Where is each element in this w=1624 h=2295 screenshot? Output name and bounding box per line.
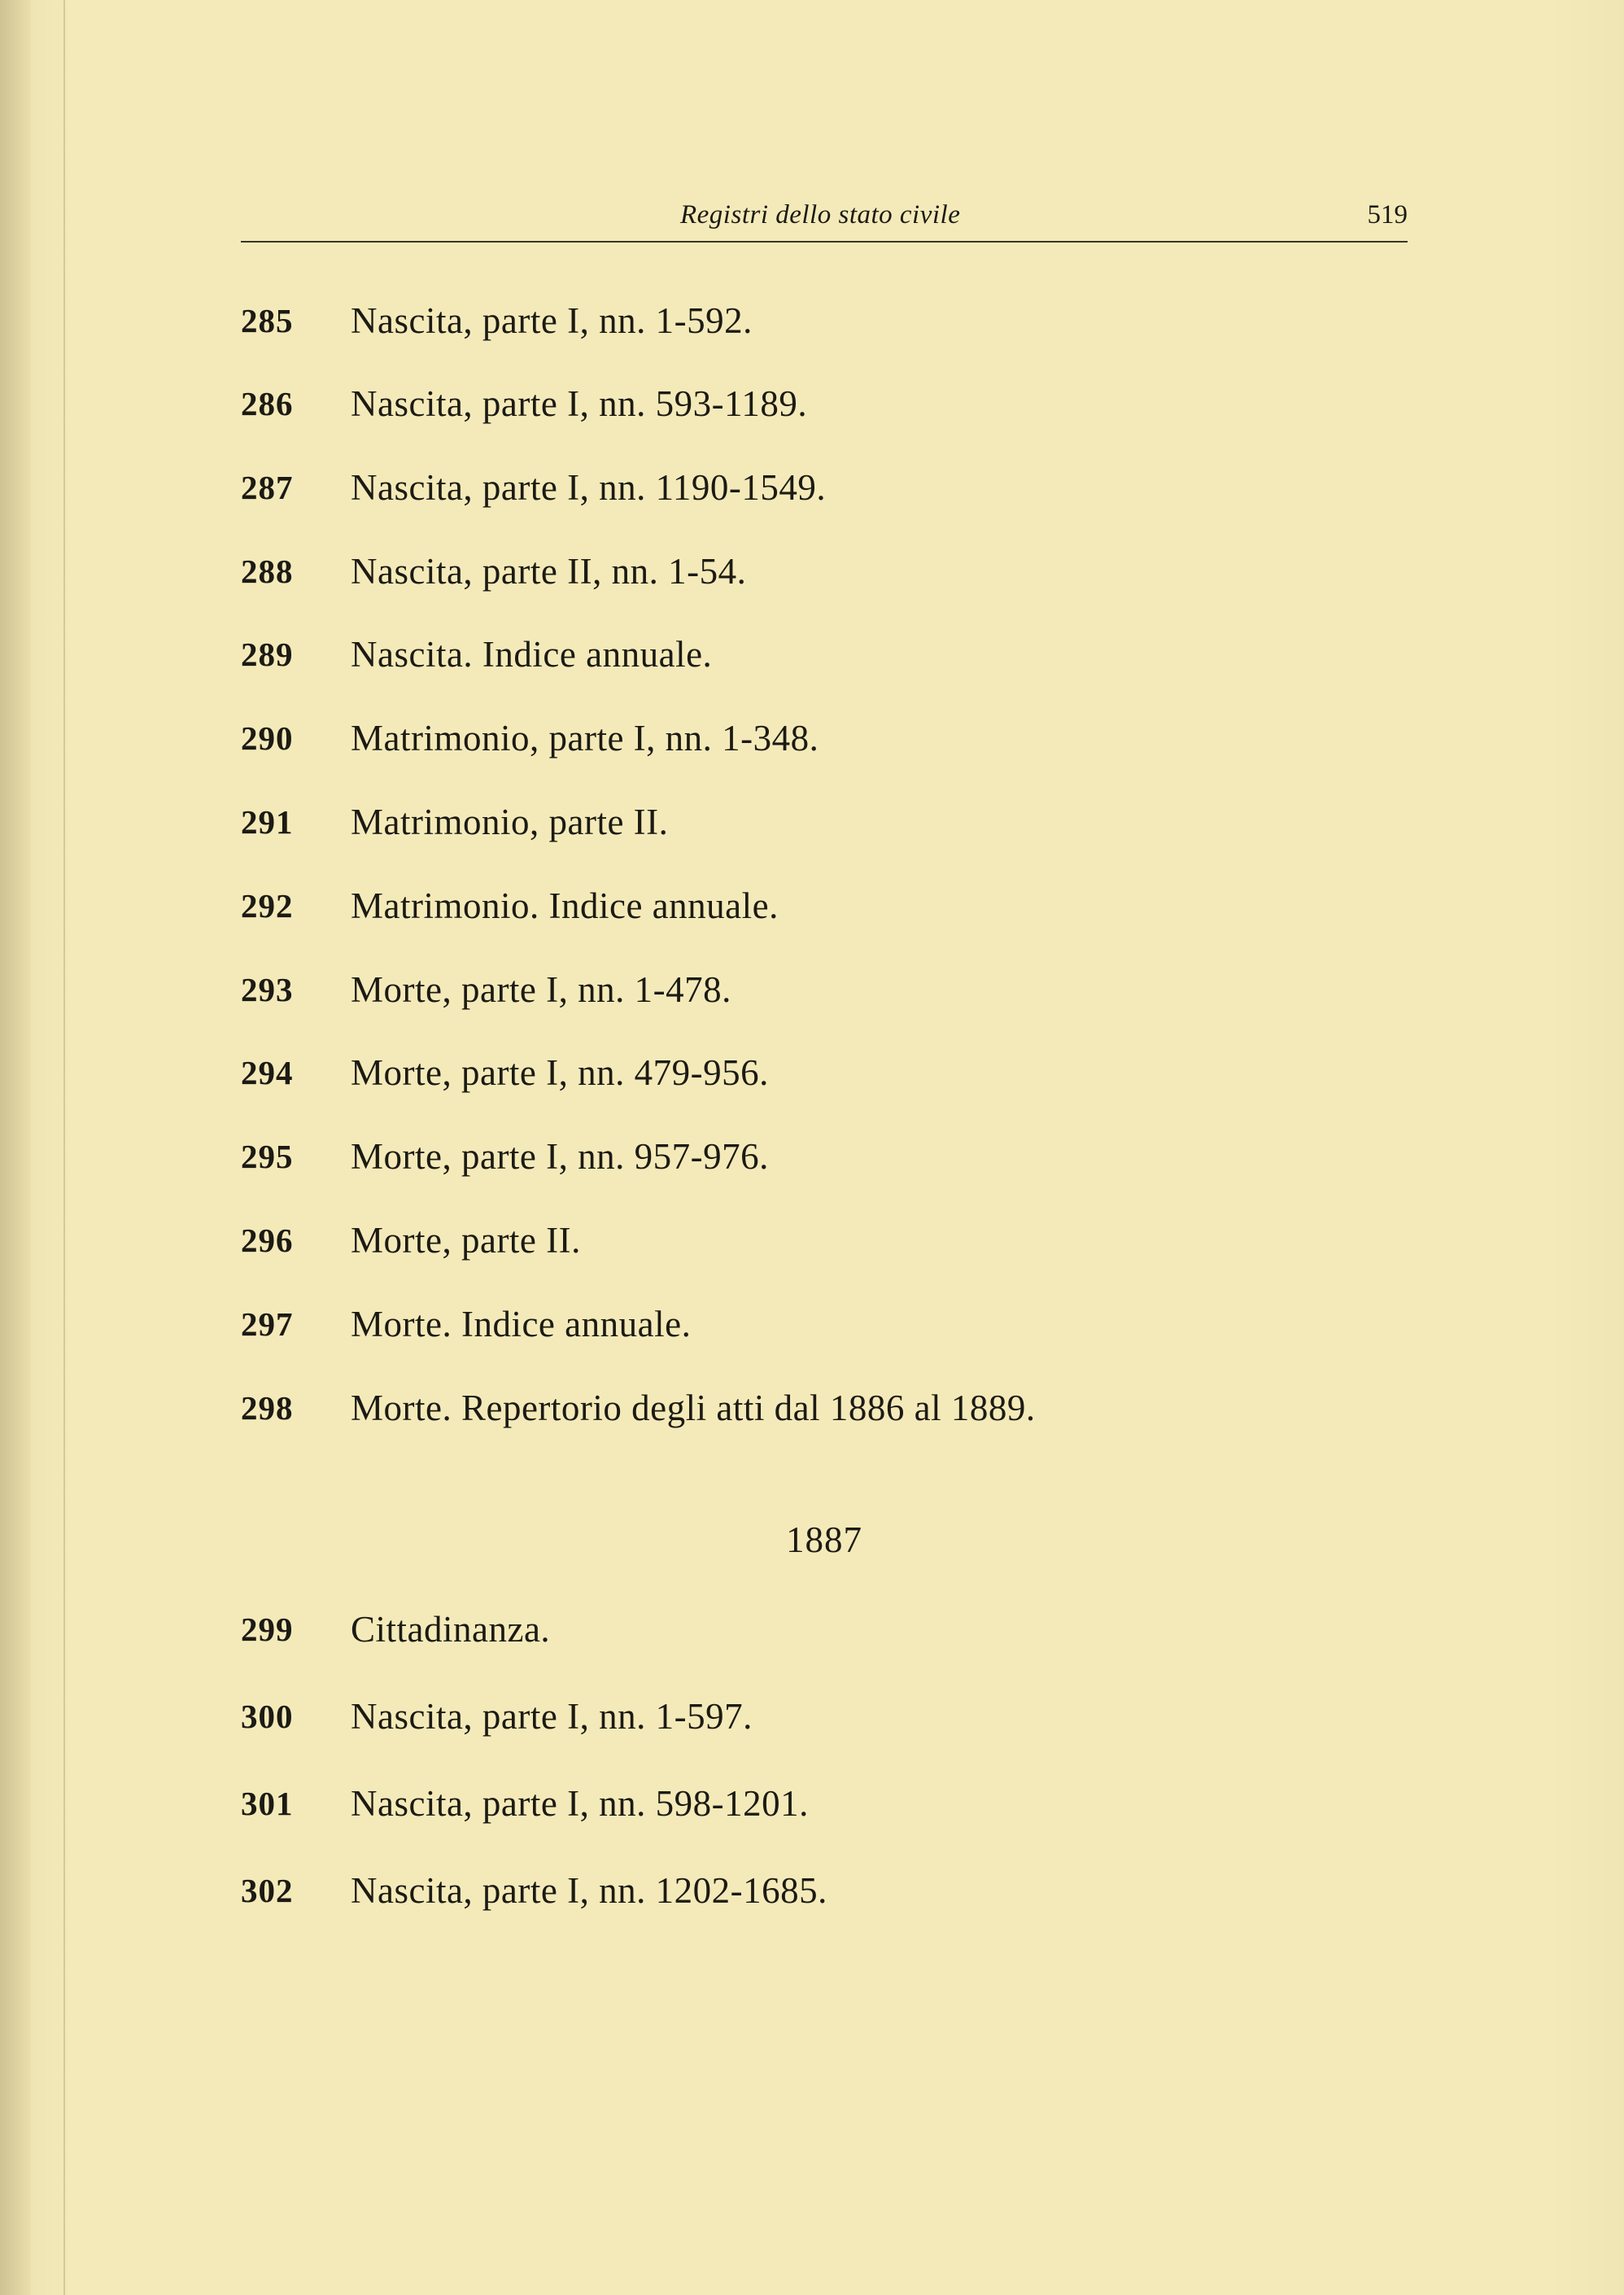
entry-number: 285 xyxy=(241,302,294,339)
register-entry xyxy=(241,1866,1380,1915)
entry-number: 300 xyxy=(241,1698,294,1735)
page-fold-line xyxy=(63,0,65,2295)
entry-description: Matrimonio. Indice annuale. xyxy=(351,885,779,926)
entry-description: Nascita, parte I, nn. 593-1189. xyxy=(351,383,808,424)
register-entry xyxy=(241,1605,1380,1654)
entry-description: Morte, parte II. xyxy=(351,1220,581,1261)
register-entry xyxy=(241,1779,1380,1828)
register-entry xyxy=(241,798,1380,846)
header-rule xyxy=(241,241,1408,243)
entry-number: 294 xyxy=(241,1054,294,1091)
entry-description: Nascita, parte I, nn. 1202-1685. xyxy=(351,1870,827,1911)
entry-number: 291 xyxy=(241,803,294,841)
entry-number: 288 xyxy=(241,553,294,590)
register-entry xyxy=(241,296,1380,345)
entry-number: 302 xyxy=(241,1872,294,1909)
entry-description: Morte, parte I, nn. 1-478. xyxy=(351,969,731,1010)
entry-number: 286 xyxy=(241,385,294,422)
entry-number: 289 xyxy=(241,636,294,673)
entry-description: Cittadinanza. xyxy=(351,1609,551,1650)
register-entry xyxy=(241,1216,1380,1265)
register-entry xyxy=(241,965,1380,1014)
entry-number: 287 xyxy=(241,469,294,506)
register-entry xyxy=(241,547,1380,596)
running-head xyxy=(241,200,1408,241)
entry-description: Matrimonio, parte I, nn. 1-348. xyxy=(351,718,819,758)
entry-number: 301 xyxy=(241,1785,294,1822)
register-entry xyxy=(241,1048,1380,1097)
entry-number: 298 xyxy=(241,1389,294,1427)
page-binding-edge xyxy=(0,0,31,2295)
entry-number: 295 xyxy=(241,1138,294,1175)
year-heading: 1887 xyxy=(786,1519,862,1560)
entry-number: 290 xyxy=(241,719,294,757)
register-entry xyxy=(241,630,1380,679)
page-number: 519 xyxy=(1367,200,1408,230)
entry-description: Morte. Repertorio degli atti dal 1886 al 1889. xyxy=(351,1388,1036,1428)
entry-description: Nascita, parte I, nn. 1-597. xyxy=(351,1696,753,1737)
register-entry xyxy=(241,1132,1380,1181)
register-entry xyxy=(241,463,1380,512)
entry-description: Nascita, parte I, nn. 598-1201. xyxy=(351,1783,809,1824)
running-head-title: Registri dello stato civile xyxy=(680,200,961,230)
register-entry xyxy=(241,379,1380,428)
register-entry xyxy=(241,1384,1380,1432)
entry-description: Morte, parte I, nn. 957-976. xyxy=(351,1136,769,1177)
entry-description: Nascita, parte I, nn. 1-592. xyxy=(351,300,753,341)
entry-description: Nascita. Indice annuale. xyxy=(351,634,713,675)
entry-description: Morte. Indice annuale. xyxy=(351,1304,692,1344)
register-entry xyxy=(241,1692,1380,1741)
entry-description: Morte, parte I, nn. 479-956. xyxy=(351,1052,769,1093)
entry-description: Matrimonio, parte II. xyxy=(351,802,669,842)
entry-description: Nascita, parte I, nn. 1190-1549. xyxy=(351,467,827,508)
entry-number: 299 xyxy=(241,1611,294,1648)
register-entry xyxy=(241,714,1380,763)
entry-number: 293 xyxy=(241,971,294,1008)
entry-number: 297 xyxy=(241,1305,294,1343)
entry-description: Nascita, parte II, nn. 1-54. xyxy=(351,551,747,592)
entry-number: 292 xyxy=(241,887,294,925)
register-entry xyxy=(241,881,1380,930)
entry-number: 296 xyxy=(241,1222,294,1259)
register-entry xyxy=(241,1300,1380,1349)
